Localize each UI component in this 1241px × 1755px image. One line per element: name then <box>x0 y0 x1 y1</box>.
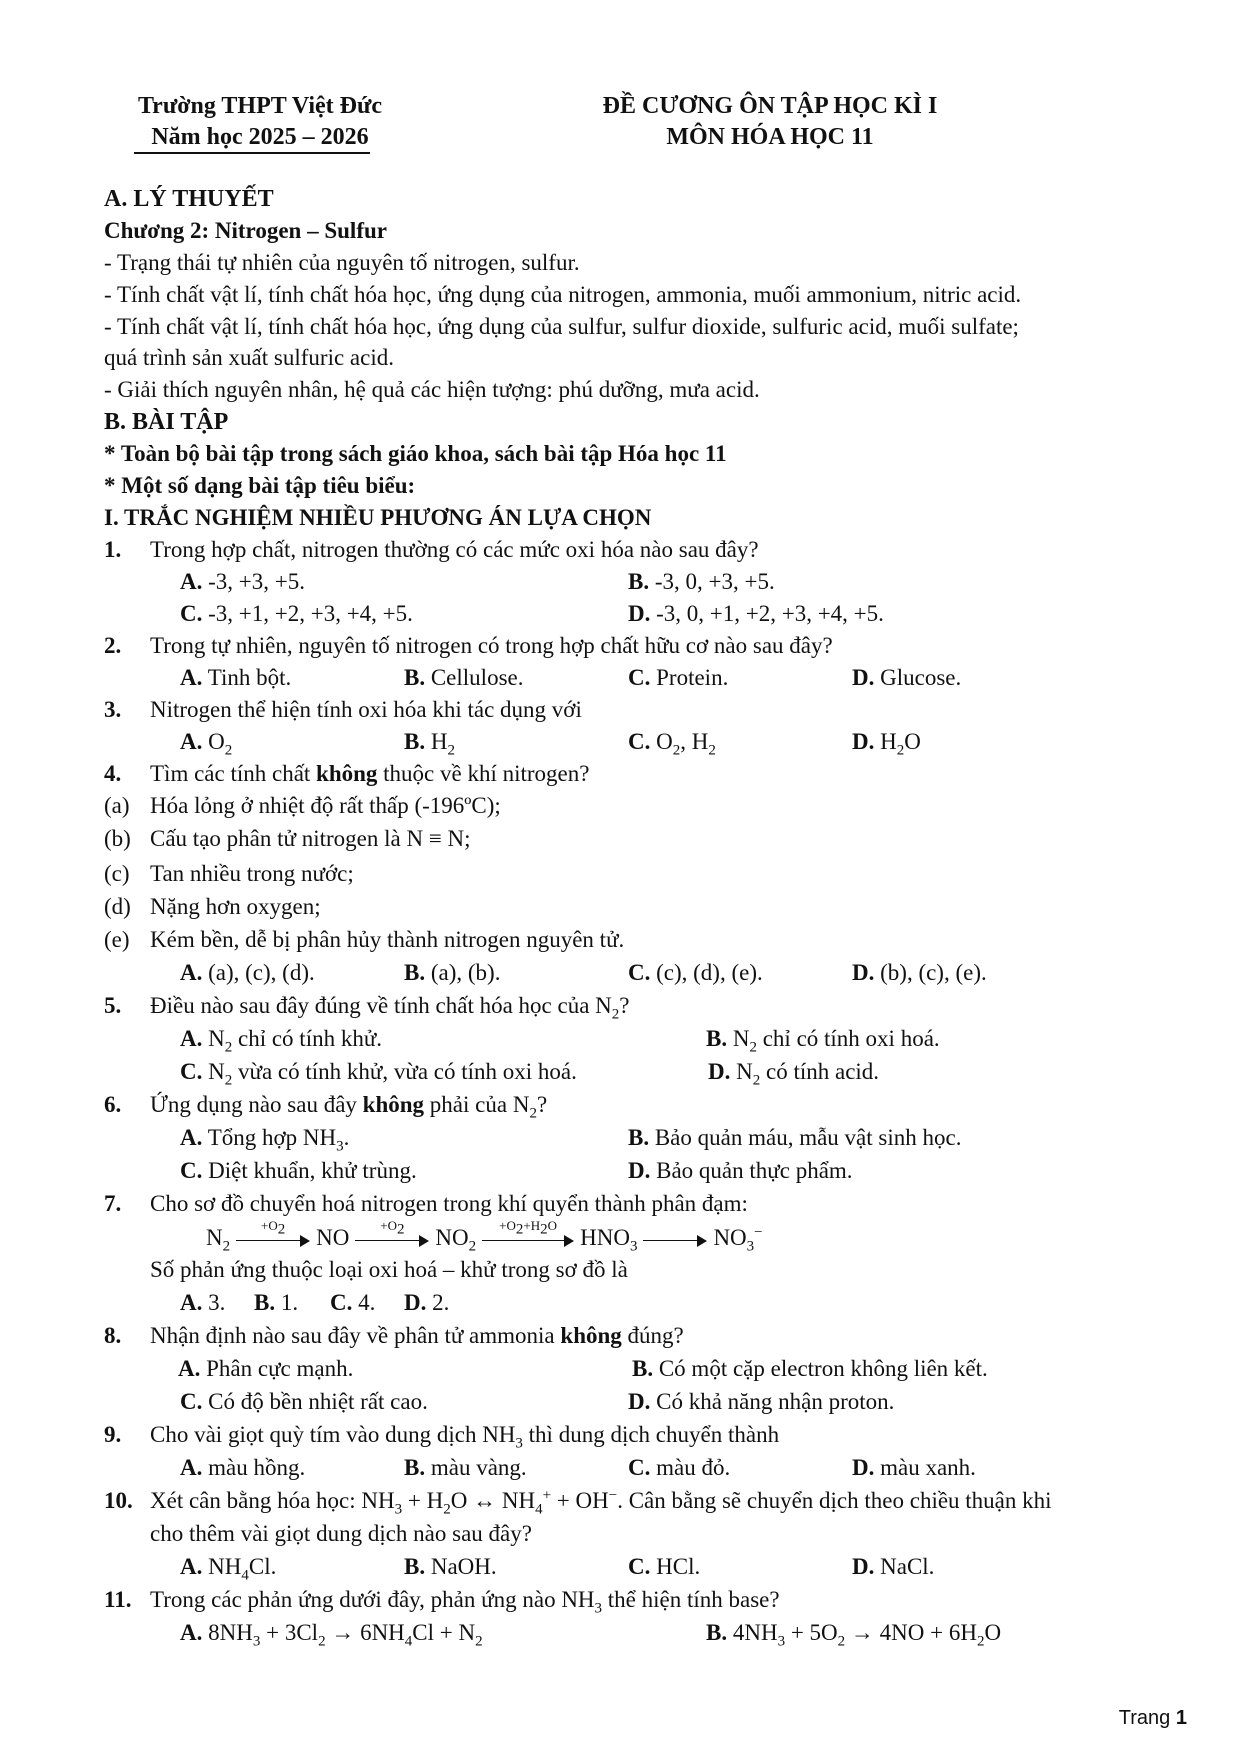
option-d: D. $N_2$ có tính acid. <box>708 1059 880 1089</box>
option-a: A. $8NH_3 + 3Cl_2 \to 6NH_4Cl + N_2$ <box>180 1620 483 1650</box>
exercises-heading: B. BÀI TẬP <box>104 409 229 435</box>
option-d: D. (b), (c), (e). <box>852 960 987 985</box>
document-title: ĐỀ CƯƠNG ÔN TẬP HỌC KÌ I <box>602 93 938 119</box>
option-d: D. 2. <box>404 1290 450 1315</box>
question-text: Ứng dụng nào sau đây không phải của $N_2$? <box>150 1092 548 1122</box>
option-a: A. $N_2$ chỉ có tính khử. <box>180 1026 383 1056</box>
theory-bullet-2: - Tính chất vật lí, tính chất hóa học, ứng dụng của nitrogen, ammonia, muối ammonium, nitric acid. <box>104 282 1022 307</box>
statement-key: (a) <box>104 793 130 818</box>
option-c: C. 4. <box>330 1290 376 1315</box>
option-d: D. $H_2O$ <box>852 729 921 759</box>
statement-key: (d) <box>104 894 131 919</box>
question-text: Tìm các tính chất không thuộc về khí nitrogen? <box>150 761 590 786</box>
option-b: B. Bảo quản máu, mẫu vật sinh học. <box>628 1125 962 1150</box>
option-d: D. Có khả năng nhận proton. <box>628 1389 895 1414</box>
option-c: C. (c), (d), (e). <box>628 960 763 985</box>
option-d: D. Bảo quản thực phẩm. <box>628 1158 853 1183</box>
option-d: D. NaCl. <box>852 1554 935 1579</box>
option-d: D. -3, 0, +1, +2, +3, +4, +5. <box>628 601 884 626</box>
question-text: Xét cân bằng hóa học: $NH_3 + H_2O$ ↔ $NH_4^+ + OH^-$. Cân bằng sẽ chuyển dịch theo chiều thuận khi <box>150 1487 1052 1518</box>
option-b: B. 1. <box>254 1290 299 1315</box>
school-year: Năm học 2025 – 2026 <box>151 124 369 150</box>
option-a: A. Tổng hợp $NH_3$. <box>180 1125 350 1155</box>
option-b: B. NaOH. <box>404 1554 497 1579</box>
statement-key: (b) <box>104 826 131 851</box>
statement-key: (e) <box>104 927 130 952</box>
option-a: A. màu hồng. <box>180 1455 306 1480</box>
exercises-note-1: * Toàn bộ bài tập trong sách giáo khoa, sách bài tập Hóa học 11 <box>104 441 727 466</box>
question-number: 1. <box>104 537 122 562</box>
option-c: C. Có độ bền nhiệt rất cao. <box>180 1389 428 1414</box>
statement-text: Nặng hơn oxygen; <box>150 894 321 919</box>
question-text: Cho sơ đồ chuyển hoá nitrogen trong khí quyển thành phân đạm: <box>150 1191 748 1216</box>
theory-bullet-4: - Giải thích nguyên nhân, hệ quả các hiện tượng: phú dưỡng, mưa acid. <box>104 377 760 402</box>
statement-key: (c) <box>104 861 130 886</box>
question-text: Trong hợp chất, nitrogen thường có các mức oxi hóa nào sau đây? <box>150 537 759 562</box>
arrow-icon: $+O_2+H_2O$ <box>482 1233 574 1247</box>
option-c: C. màu đỏ. <box>628 1455 731 1480</box>
statement-text: Cấu tạo phân tử nitrogen là N ≡ N; <box>150 826 471 851</box>
document-subject: MÔN HÓA HỌC 11 <box>666 124 874 150</box>
page-number: Trang 1 <box>1118 1707 1187 1729</box>
option-c: C. Diệt khuẩn, khử trùng. <box>180 1158 417 1183</box>
chapter-title: Chương 2: Nitrogen – Sulfur <box>104 218 387 243</box>
question-number: 4. <box>104 761 122 786</box>
exercises-note-2: * Một số dạng bài tập tiêu biểu: <box>104 473 416 498</box>
question-text-cont: Số phản ứng thuộc loại oxi hoá – khử trong sơ đồ là <box>150 1257 628 1282</box>
question-number: 11. <box>104 1587 132 1612</box>
reaction-scheme: $N_2$ $+O_2$ NO $+O_2$ $NO_2$ $+O_2+H_2O$ $HNO_3$ $NO_3^-$ <box>206 1217 763 1255</box>
option-c: C. $N_2$ vừa có tính khử, vừa có tính oxi hoá. <box>180 1059 577 1089</box>
statement-text: Tan nhiều trong nước; <box>150 861 354 886</box>
option-b: B. màu vàng. <box>404 1455 527 1480</box>
option-c: C. $O_2$, $H_2$ <box>628 729 716 759</box>
question-number: 3. <box>104 697 122 722</box>
statement-text: Hóa lỏng ở nhiệt độ rất thấp (-196ºC); <box>150 793 501 818</box>
question-text: Điều nào sau đây đúng về tính chất hóa học của $N_2$? <box>150 993 630 1023</box>
option-b: B. $H_2$ <box>404 729 455 759</box>
option-b: B. $N_2$ chỉ có tính oxi hoá. <box>706 1026 940 1056</box>
question-text: Trong các phản ứng dưới đây, phản ứng nào $NH_3$ thể hiện tính base? <box>150 1587 780 1617</box>
section-mcq-heading: I. TRẮC NGHIỆM NHIỀU PHƯƠNG ÁN LỰA CHỌN <box>104 505 652 530</box>
question-text: Nitrogen thể hiện tính oxi hóa khi tác dụng với <box>150 697 582 722</box>
question-number: 2. <box>104 633 122 658</box>
arrow-icon <box>643 1233 707 1247</box>
option-a: A. -3, +3, +5. <box>180 569 305 594</box>
option-d: D. Glucose. <box>852 665 962 690</box>
option-c: C. -3, +1, +2, +3, +4, +5. <box>180 601 413 626</box>
question-text: Cho vài giọt quỳ tím vào dung dịch $NH_3$ thì dung dịch chuyển thành <box>150 1422 780 1452</box>
option-c: C. HCl. <box>628 1554 701 1579</box>
arrow-icon: $+O_2$ <box>236 1233 310 1247</box>
option-c: C. Protein. <box>628 665 729 690</box>
option-a: A. $O_2$ <box>180 729 233 759</box>
option-b: B. $4NH_3 + 5O_2 \to 4NO + 6H_2O$ <box>706 1620 1002 1650</box>
school-name: Trường THPT Việt Đức <box>137 93 383 119</box>
statement-text: Kém bền, dễ bị phân hủy thành nitrogen nguyên tử. <box>150 927 625 952</box>
option-a: A. 3. <box>180 1290 226 1315</box>
theory-bullet-3-cont: quá trình sản xuất sulfuric acid. <box>104 345 394 370</box>
option-a: A. Phân cực mạnh. <box>178 1356 354 1381</box>
option-a: A. Tinh bột. <box>180 665 292 690</box>
arrow-icon: $+O_2$ <box>355 1233 429 1247</box>
question-number: 5. <box>104 993 122 1018</box>
option-b: B. (a), (b). <box>404 960 501 985</box>
question-number: 8. <box>104 1323 122 1348</box>
option-b: B. Có một cặp electron không liên kết. <box>632 1356 988 1381</box>
option-b: B. -3, 0, +3, +5. <box>628 569 775 594</box>
option-a: A. (a), (c), (d). <box>180 960 315 985</box>
theory-bullet-3: - Tính chất vật lí, tính chất hóa học, ứng dụng của sulfur, sulfur dioxide, sulfuric acid, muối sulfate; <box>104 314 1019 339</box>
option-a: A. $NH_4Cl$. <box>180 1554 277 1584</box>
option-b: B. Cellulose. <box>404 665 524 690</box>
theory-heading: A. LÝ THUYẾT <box>104 186 274 212</box>
question-text: Trong tự nhiên, nguyên tố nitrogen có trong hợp chất hữu cơ nào sau đây? <box>150 633 833 658</box>
question-number: 7. <box>104 1191 122 1216</box>
theory-bullet-1: - Trạng thái tự nhiên của nguyên tố nitrogen, sulfur. <box>104 250 580 275</box>
question-number: 6. <box>104 1092 122 1117</box>
question-text: Nhận định nào sau đây về phân tử ammonia không đúng? <box>150 1323 684 1348</box>
question-text-cont: cho thêm vài giọt dung dịch nào sau đây? <box>150 1521 532 1546</box>
year-underline <box>134 152 370 154</box>
question-number: 9. <box>104 1422 122 1447</box>
option-d: D. màu xanh. <box>852 1455 976 1480</box>
question-number: 10. <box>104 1488 133 1513</box>
